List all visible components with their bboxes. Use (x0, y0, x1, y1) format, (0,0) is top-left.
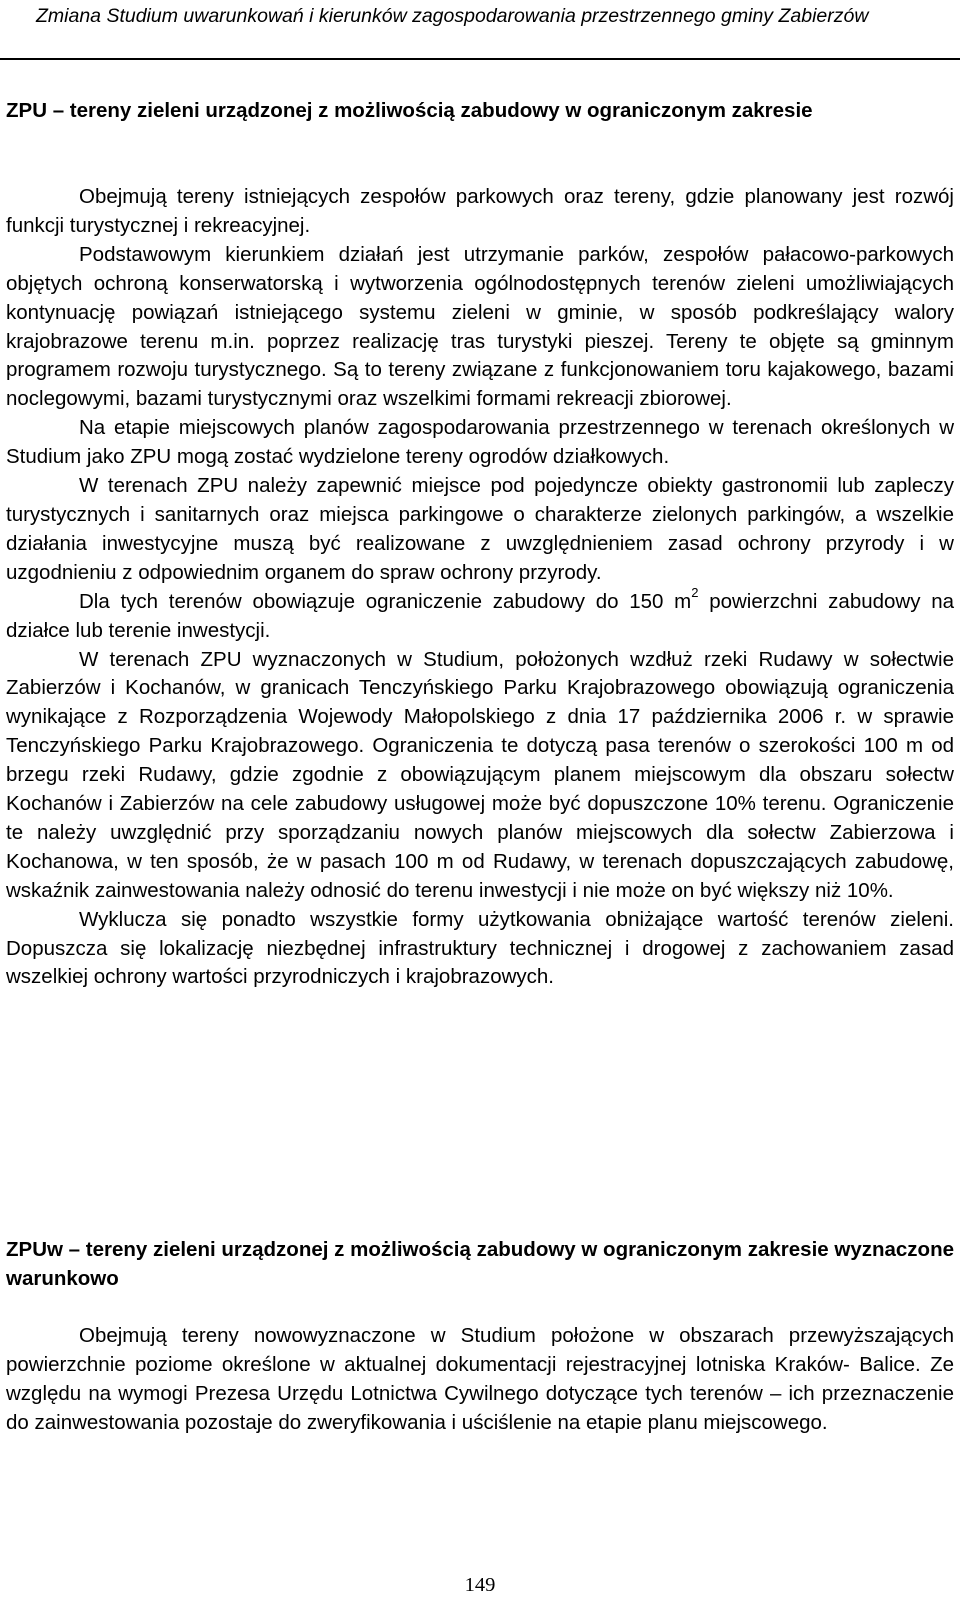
section-body-zpuw (6, 1322, 954, 1438)
paragraph: Na etapie miejscowych planów zagospodarowania przestrzennego w terenach określonych w Studium jako ZPU mogą zostać wydzielone tereny ogrodów działkowych. (6, 416, 954, 469)
paragraph: Obejmują tereny istniejących zespołów parkowych oraz tereny, gdzie planowany jest rozwój funkcji turystycznej i rekreacyjnej. (6, 185, 954, 237)
page-number: 149 (464, 1574, 496, 1596)
area-unit-superscript: 2 (691, 584, 699, 600)
area-limit-text: Dla tych terenów obowiązuje ograniczenie zabudowy do 150 m (79, 589, 692, 613)
paragraph: W terenach ZPU należy zapewnić miejsce pod pojedyncze obiekty gastronomii lub zapleczy turystycznych i sanitarnych oraz miejsca parkingowe o charakterze zielonych parkingów, a wszelkie działania inwestycyjne muszą być realizowane z uwzględnieniem zasad ochrony przyrody i w uzgodnieniu z odpowiednim organem do spraw ochrony przyrody. (6, 474, 954, 584)
section-title-zpu: ZPU – tereny zieleni urządzonej z możliwością zabudowy w ograniczonym zakresie (6, 99, 813, 122)
paragraph: Wyklucza się ponadto wszystkie formy użytkowania obniżające wartość terenów zieleni. Dopuszcza się lokalizację niezbędnej infrastruktury technicznej i drogowej z zachowaniem zasad wszelkiej ochrony wartości przyrodniczych i krajobrazowych. (6, 907, 954, 989)
header-title: Zmiana Studium uwarunkowań i kierunków zagospodarowania przestrzennego gminy Zabierzów (36, 5, 869, 27)
area-limit-text-continued: powierzchni zabudowy na działce lub terenie inwestycji. (6, 589, 954, 642)
section-title-zpuw: ZPUw – tereny zieleni urządzonej z możliwością zabudowy w ograniczonym zakresie wyznaczone warunkowo (6, 1238, 954, 1290)
paragraph: Obejmują tereny nowowyznaczone w Studium położone w obszarach przewyższających powierzchnie poziome określone w aktualnej dokumentacji rejestracyjnej lotniska Kraków- Balice. Ze względu na wymogi Prezesa Urzędu Lotnictwa Cywilnego dotyczące tych terenów – ich przeznaczenie do zainwestowania pozostaje do zweryfikowania i uściślenie na etapie planu miejscowego. (6, 1324, 954, 1434)
paragraph: Podstawowym kierunkiem działań jest utrzymanie parków, zespołów pałacowo-parkowych objętych ochroną konserwatorską i wytworzenia ogólnodostępnych terenów zieleni umożliwiających kontynuację powiązań istniejącego systemu zieleni w gminie, w sposób podkreślający walory krajobrazowe terenu m.in. poprzez realizację tras turystyki pieszej. Tereny te objęte są gminnym programem rozwoju turystycznego. Są to tereny związane z funkcjonowaniem toru kajakowego, bazami noclegowymi, bazami turystycznymi oraz wszelkimi formami rekreacji zbiorowej. (6, 242, 954, 411)
page-header (0, 0, 960, 60)
section-body-zpu (6, 183, 954, 992)
paragraph-area-limit (6, 584, 954, 646)
paragraph: W terenach ZPU wyznaczonych w Studium, położonych wzdłuż rzeki Rudawy w sołectwie Zabierzów i Kochanów, w granicach Tenczyńskiego Parku Krajobrazowego obowiązują ograniczenia wynikające z Rozporządzenia Wojewody Małopolskiego z dnia 17 października 2006 r. w sprawie Tenczyńskiego Parku Krajobrazowego. Ograniczenia te dotyczą pasa terenów o szerokości 100 m od brzegu rzeki Rudawy, gdzie zgodnie z obowiązującym planem miejscowym dla obszaru sołectw Kochanów i Zabierzów na cele zabudowy usługowej może być dopuszczone 10% terenu. Ograniczenie te należy uwzględnić przy sporządzaniu nowych planów miejscowych dla sołectw Zabierzowa i Kochanowa, w ten sposób, że w pasach 100 m od Rudawy, w terenach dopuszczających zabudowę, wskaźnik zainwestowania należy odnosić do terenu inwestycji i nie może on być większy niż 10%. (6, 647, 954, 902)
